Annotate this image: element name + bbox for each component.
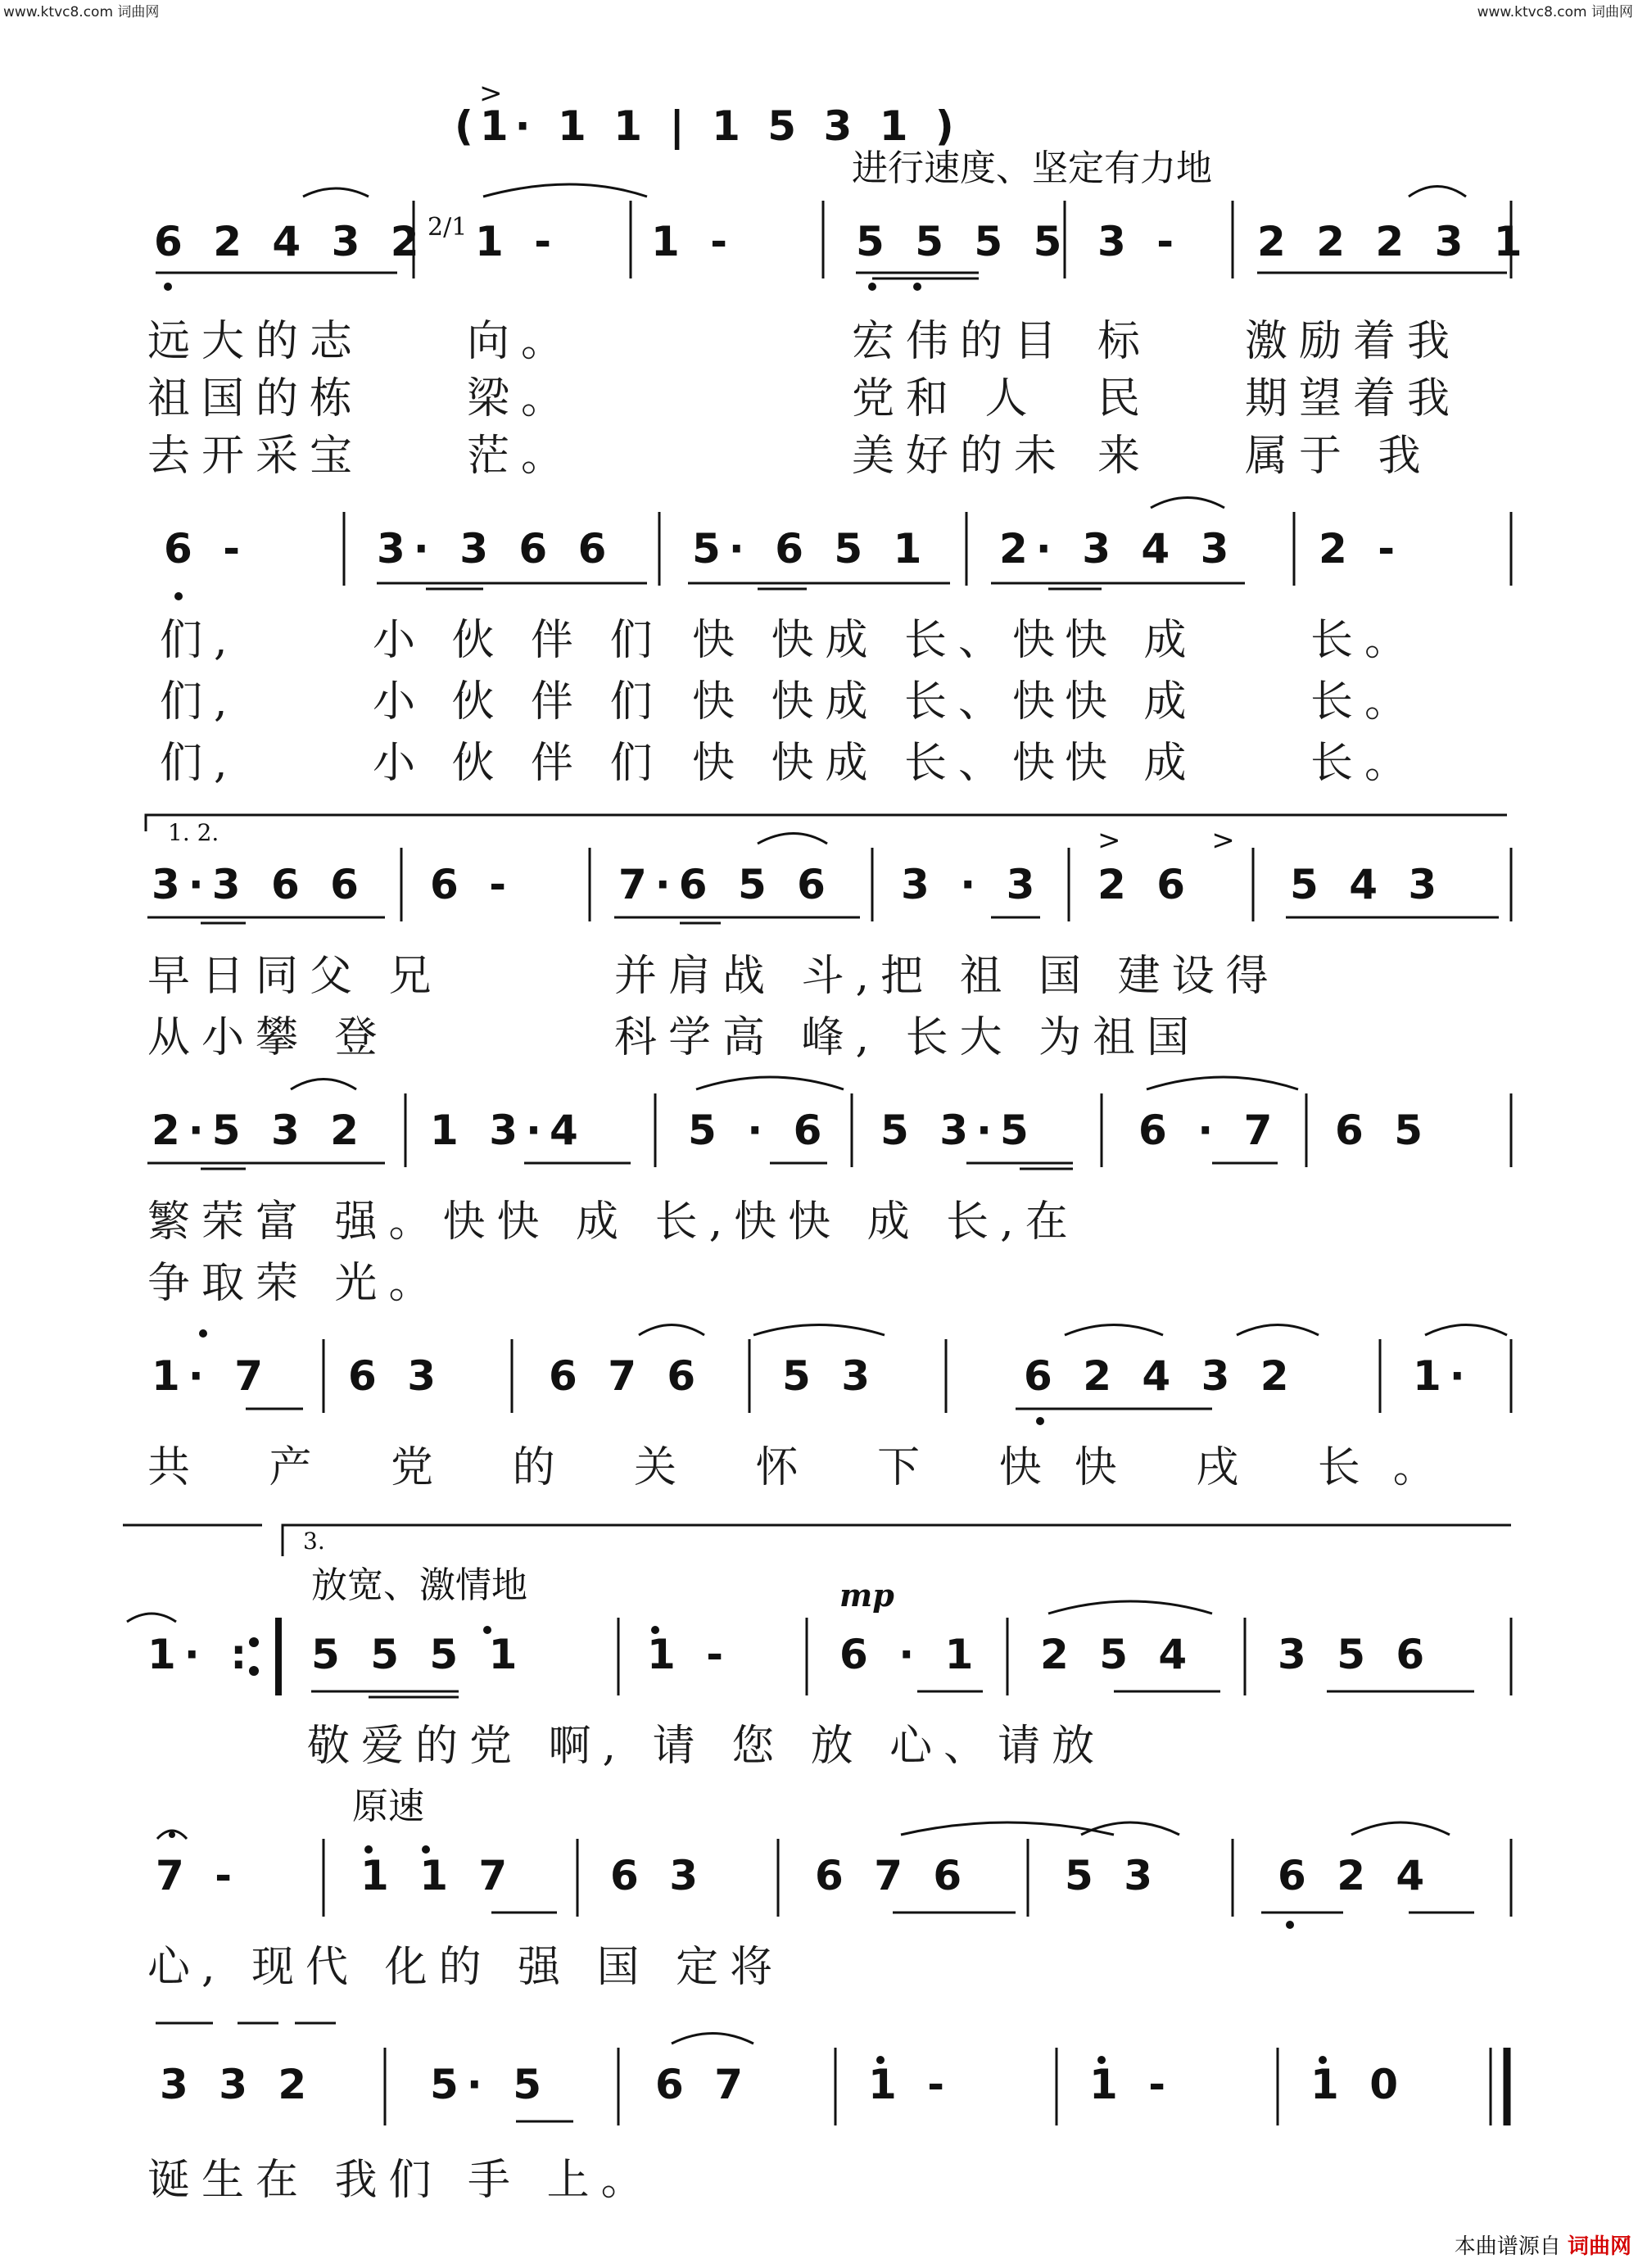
measure: 2 6: [1097, 861, 1193, 908]
lyric: 共 产 党 的 关 怀 下 快快 戌 长。: [147, 1443, 1468, 1492]
lyric: 科学高 峰, 长大 为祖国: [614, 1013, 1201, 1062]
measure: 1· 7: [152, 1352, 271, 1400]
measure: 2 5 4: [1040, 1631, 1196, 1678]
lyric: 民: [1097, 374, 1152, 423]
measure: 5 3·5: [880, 1107, 1037, 1154]
measure: 3 -: [1097, 218, 1182, 265]
lyric: 梁。: [467, 374, 576, 423]
lyric: 小 伙 伴 们: [373, 739, 664, 788]
lyric: 快 快成 长、快: [692, 677, 1067, 727]
lyric: 们,: [160, 677, 239, 727]
lyric: 向。: [467, 317, 576, 366]
measure: 1 -: [868, 2061, 952, 2108]
measure: 6 3: [348, 1352, 444, 1400]
measure: 6 2 4 3 2: [1024, 1352, 1297, 1400]
measure: 3 5 6: [1278, 1631, 1433, 1678]
volta-1-2-label: 1. 2.: [168, 819, 219, 846]
measure: 6 7 6: [549, 1352, 704, 1400]
lyric: 快 快成 长、快: [692, 616, 1067, 665]
tempo-marking-expressive: 放宽、激情地: [311, 1564, 527, 1606]
measure: 6 3: [610, 1852, 706, 1899]
measure: 6 2 4 3 2: [154, 218, 428, 265]
lyric: 来: [1097, 432, 1152, 481]
watermark-right: www.ktvc8.com 词曲网: [1477, 4, 1633, 20]
lyric: 远大的志: [147, 317, 364, 366]
measure: 6 · 1: [839, 1631, 982, 1678]
measure: 3· 3 6 6: [377, 525, 615, 573]
footer-text: 本曲谱源自: [1454, 2234, 1561, 2259]
accent-marks: > >: [1097, 824, 1276, 857]
lyric: 并肩战 斗,把 祖 国 建设得: [614, 952, 1280, 1001]
measure: 1 1 7: [360, 1852, 516, 1899]
measure: 5 3: [782, 1352, 878, 1400]
watermark-left: www.ktvc8.com 词曲网: [3, 4, 160, 20]
measure: 6 · 7: [1138, 1107, 1281, 1154]
measure: 5 3: [1065, 1852, 1161, 1899]
lyric: 心, 现代 化的 强 国 定将: [147, 1943, 785, 1992]
lyric: 快 成: [1065, 616, 1198, 665]
measure: 3 · 3: [901, 861, 1043, 908]
lyric: 长。: [1310, 739, 1419, 788]
measure: 6 -: [430, 861, 514, 908]
intro-notation: (1· 1 1 | 1 5 3 1 ): [455, 102, 961, 150]
measure: 5 5 5 1: [311, 1631, 526, 1678]
lyric: 标: [1097, 317, 1152, 366]
measure: 1 -: [475, 218, 559, 265]
footer-brand[interactable]: 词曲网: [1567, 2234, 1631, 2259]
lyric: 美好的未: [852, 432, 1069, 481]
lyric: 早日同父 兄: [147, 952, 443, 1001]
lyric: 去开采宝: [147, 432, 364, 481]
lyric: 激励着我: [1245, 317, 1462, 366]
measure: 6 -: [164, 525, 248, 573]
lyric: 们,: [160, 739, 239, 788]
lyric: 小 伙 伴 们: [373, 616, 664, 665]
measure: 1 -: [1089, 2061, 1174, 2108]
time-signature: 2/1: [428, 213, 468, 242]
dynamic-marking: mp: [839, 1577, 894, 1614]
measure: 3·3 6 6: [152, 861, 367, 908]
lyric: 快 快成 长、快: [692, 739, 1067, 788]
measure: 6 7: [655, 2061, 751, 2108]
lyric: 期望着我: [1245, 374, 1462, 423]
measure: 6 5: [1335, 1107, 1431, 1154]
lyric: 敬爱的党 啊, 请 您 放 心、请放: [307, 1722, 1106, 1771]
measure: 2·5 3 2: [152, 1107, 367, 1154]
source-footer: [1455, 2230, 1631, 2260]
measure: 5· 6 5 1: [692, 525, 930, 573]
measure: 7 -: [156, 1852, 240, 1899]
measure: 6 2 4: [1278, 1852, 1433, 1899]
measure: 1 3·4: [430, 1107, 586, 1154]
tempo-marking-original: 原速: [352, 1786, 424, 1827]
tempo-marking: 进行速度、坚定有力地: [852, 147, 1212, 189]
measure: 1 -: [647, 1631, 731, 1678]
lyric: 长。: [1310, 677, 1419, 727]
measure: 5 · 6: [688, 1107, 830, 1154]
measure: 2· 3 4 3: [999, 525, 1238, 573]
lyric: 们,: [160, 616, 239, 665]
measure: 2 -: [1319, 525, 1403, 573]
measure: 5· 5: [430, 2061, 550, 2108]
lyric: 诞生在 我们 手 上。: [147, 2156, 655, 2205]
measure: 2 2 2 3 1: [1257, 218, 1531, 265]
lyric: 茫。: [467, 432, 576, 481]
lyric: 小 伙 伴 们: [373, 677, 664, 727]
lyric: 宏伟的目: [852, 317, 1069, 366]
measure: 1· :: [147, 1631, 256, 1678]
volta-3-label: 3.: [303, 1528, 325, 1555]
lyric: 争取荣 光。: [147, 1259, 443, 1308]
measure: 5 5 5 5: [856, 218, 1070, 265]
lyric: 祖国的栋: [147, 374, 364, 423]
measure: 1 -: [651, 218, 735, 265]
lyric: 繁荣富 强。快快 成 长,快快 成 长,在: [147, 1197, 1079, 1247]
lyric: 属于 我: [1245, 432, 1432, 481]
lyric: 快 成: [1065, 677, 1198, 727]
measure: 6 7 6: [815, 1852, 971, 1899]
measure: 3 3 2: [160, 2061, 315, 2108]
lyric: 快 成: [1065, 739, 1198, 788]
lyric: 长。: [1310, 616, 1419, 665]
measure: 5 4 3: [1290, 861, 1446, 908]
measure: 7·6 5 6: [618, 861, 834, 908]
lyric: 从小攀 登: [147, 1013, 389, 1062]
measure: 1·: [1413, 1352, 1473, 1400]
accent-mark: >: [479, 77, 503, 110]
lyric: 党和 人: [852, 374, 1039, 423]
measure: 1 0: [1310, 2061, 1406, 2108]
